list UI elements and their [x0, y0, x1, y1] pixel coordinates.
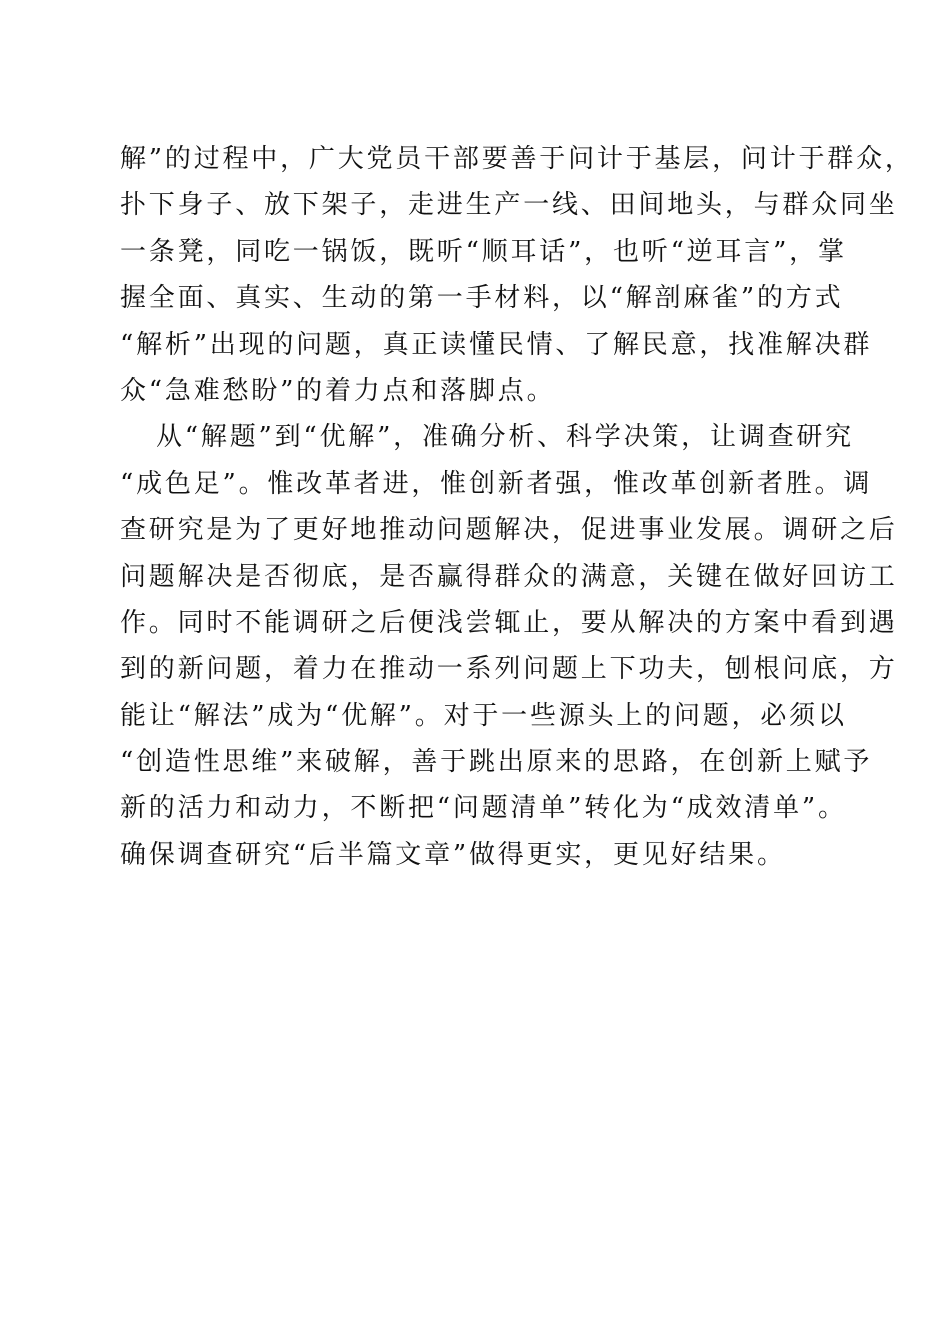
text-line: 众“急难愁盼”的着力点和落脚点。 — [120, 375, 556, 406]
text-line: “创造性思维”来破解，善于跳出原来的思路，在创新上赋予 — [120, 747, 873, 778]
text-line: 查研究是为了更好地推动问题解决，促进事业发展。调研之后 — [120, 515, 898, 546]
text-line: 新的活力和动力，不断把“问题清单”转化为“成效清单”。 — [120, 793, 847, 824]
text-line: 问题解决是否彻底，是否赢得群众的满意，关键在做好回访工 — [120, 561, 898, 592]
document-body — [120, 136, 914, 878]
text-line: “解析”出现的问题，真正读懂民情、了解民意，找准解决群 — [120, 329, 873, 360]
text-line: 一条凳，同吃一锅饭，既听“顺耳话”，也听“逆耳言”，掌 — [120, 236, 847, 267]
paragraph-1 — [120, 136, 914, 414]
text-line: 确保调查研究“后半篇文章”做得更实，更见好结果。 — [120, 839, 786, 870]
text-line: 从“解题”到“优解”，准确分析、科学决策，让调查研究 — [156, 422, 854, 453]
text-line: 作。同时不能调研之后便浅尝辄止，要从解决的方案中看到遇 — [120, 607, 898, 638]
text-line: 到的新问题，着力在推动一系列问题上下功夫，刨根问底，方 — [120, 654, 898, 685]
text-line: “成色足”。惟改革者进，惟创新者强，惟改革创新者胜。调 — [120, 468, 873, 499]
paragraph-2 — [120, 414, 898, 878]
text-line: 扑下身子、放下架子，走进生产一线、田间地头，与群众同坐 — [120, 190, 898, 221]
text-line: 能让“解法”成为“优解”。对于一些源头上的问题，必须以 — [120, 700, 847, 731]
text-line: 解”的过程中，广大党员干部要善于问计于基层，问计于群众， — [120, 144, 914, 174]
text-line: 握全面、真实、生动的第一手材料，以“解剖麻雀”的方式 — [120, 283, 844, 314]
